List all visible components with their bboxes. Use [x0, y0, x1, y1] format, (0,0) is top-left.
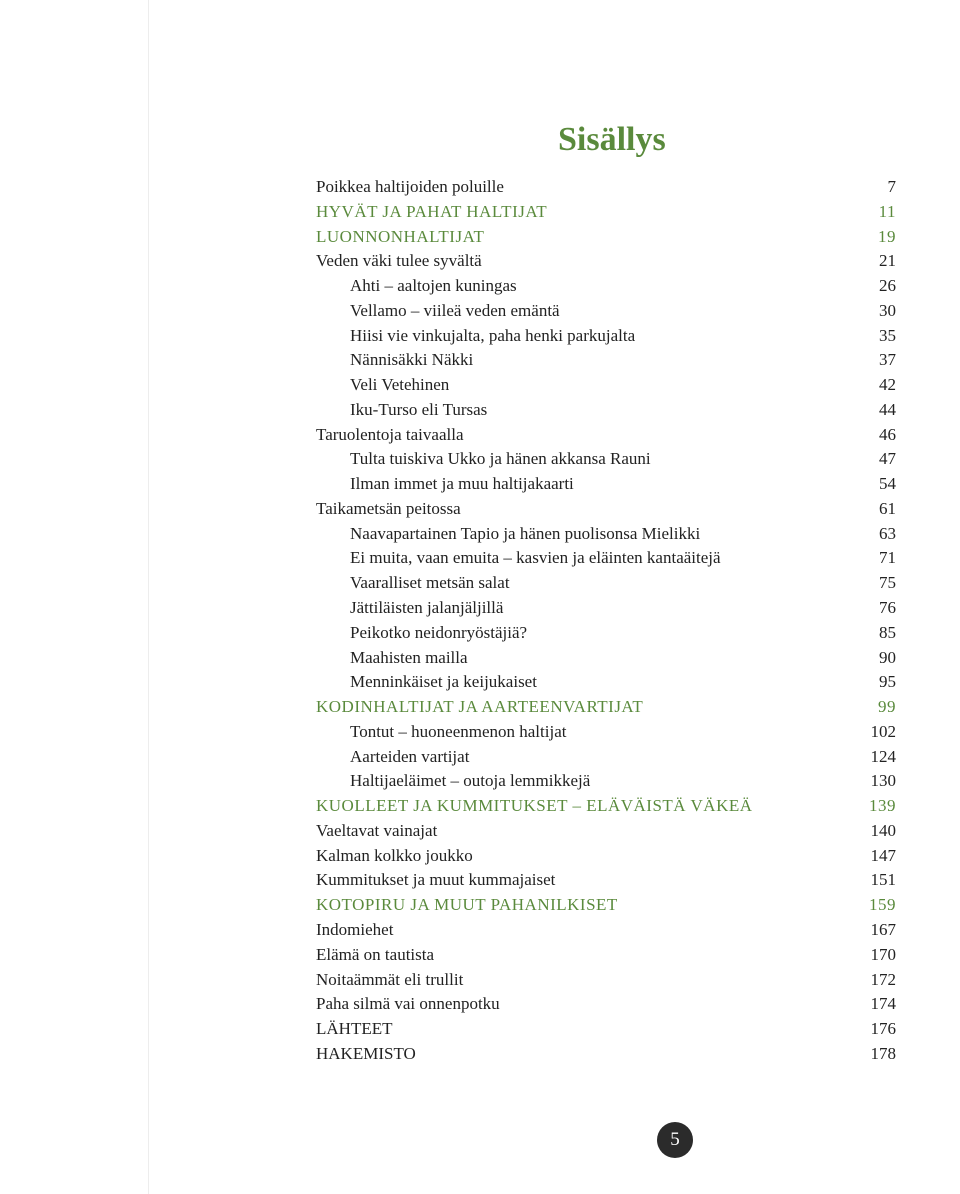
toc-entry: [316, 348, 896, 373]
toc-section-heading: [316, 695, 896, 720]
toc-entry-title: Poikkea haltijoiden poluille: [316, 177, 504, 196]
toc-entry: [316, 720, 896, 745]
toc-entry-title: HYVÄT JA PAHAT HALTIJAT: [316, 201, 548, 221]
toc-entry: [316, 571, 896, 596]
toc-entry: [316, 844, 896, 869]
toc-entry-page: 35: [879, 325, 896, 345]
toc-entry-page: 95: [879, 672, 896, 692]
page-title: Sisällys: [558, 120, 666, 158]
toc-entry: [316, 670, 896, 695]
toc-entry-title: KUOLLEET JA KUMMITUKSET – ELÄVÄISTÄ VÄKEÄ: [316, 796, 753, 816]
toc-entry-page: 37: [879, 350, 896, 370]
toc-entry-page: 47: [879, 449, 896, 469]
toc-entry-title: Maahisten mailla: [350, 647, 468, 667]
toc-entry-title: Elämä on tautista: [316, 944, 435, 964]
toc-entry: [316, 819, 896, 844]
toc-entry-title: Veli Vetehinen: [350, 375, 450, 395]
toc-entry: [316, 546, 896, 571]
toc-entry-title: Vaeltavat vainajat: [316, 820, 438, 840]
toc-entry-title: Jättiläisten jalanjäljillä: [350, 598, 504, 618]
toc-entry: [316, 249, 896, 274]
toc-entry-page: 46: [879, 424, 896, 444]
toc-entry-page: 71: [879, 548, 896, 568]
toc-entry-page: 139: [869, 796, 896, 816]
toc-entry: [316, 522, 896, 547]
toc-entry: [316, 868, 896, 893]
toc-entry-title: Menninkäiset ja keijukaiset: [350, 672, 537, 692]
toc-entry: [316, 1042, 896, 1067]
toc-entry: [316, 373, 896, 398]
toc-entry-page: 90: [879, 647, 896, 667]
toc-entry: [316, 497, 896, 522]
toc-entry-page: 21: [879, 251, 896, 271]
toc-entry-title: KODINHALTIJAT JA AARTEENVARTIJAT: [316, 697, 644, 717]
toc-entry: [316, 472, 896, 497]
toc-entry-page: 30: [879, 300, 896, 320]
toc-entry-page: 26: [879, 276, 896, 296]
toc-entry-page: 124: [870, 746, 896, 766]
toc-entry-page: 7: [887, 177, 896, 196]
table-of-contents: [316, 175, 896, 1067]
toc-entry-title: Hiisi vie vinkujalta, paha henki parkujalta: [350, 325, 636, 345]
page-number-badge: 5: [657, 1122, 693, 1158]
toc-entry-title: LUONNONHALTIJAT: [316, 226, 485, 246]
toc-entry: [316, 621, 896, 646]
toc-entry: [316, 274, 896, 299]
toc-entry-title: Iku-Turso eli Tursas: [350, 399, 488, 419]
toc-entry-page: 42: [879, 375, 896, 395]
toc-section-heading: [316, 225, 896, 250]
toc-entry-page: 174: [870, 994, 896, 1014]
page-margin-line: [148, 0, 149, 1194]
toc-entry: [316, 745, 896, 770]
toc-section-heading: [316, 200, 896, 225]
toc-entry-page: 140: [870, 820, 896, 840]
toc-entry: [316, 918, 896, 943]
toc-entry-page: 61: [879, 498, 896, 518]
toc-entry: [316, 423, 896, 448]
toc-entry-page: 54: [879, 474, 896, 494]
toc-entry-page: 159: [869, 895, 896, 915]
toc-entry: [316, 324, 896, 349]
toc-entry: [316, 596, 896, 621]
toc-entry-title: Nännisäkki Näkki: [350, 350, 474, 370]
toc-entry-title: Kalman kolkko joukko: [316, 845, 473, 865]
toc-entry-page: 172: [870, 969, 896, 989]
toc-entry-title: Paha silmä vai onnenpotku: [316, 994, 500, 1014]
toc-entry-title: Indomiehet: [316, 919, 394, 939]
toc-entry-page: 176: [870, 1019, 896, 1039]
toc-entry-page: 85: [879, 622, 896, 642]
toc-entry-title: KOTOPIRU JA MUUT PAHANILKISET: [316, 895, 618, 915]
toc-entry-title: Veden väki tulee syvältä: [316, 251, 482, 271]
toc-entry-page: 44: [879, 399, 896, 419]
toc-entry-page: 130: [870, 771, 896, 791]
toc-entry-page: 167: [870, 919, 896, 939]
toc-entry-title: Ei muita, vaan emuita – kasvien ja eläinten kantaäitejä: [350, 548, 721, 568]
toc-entry-title: Tulta tuiskiva Ukko ja hänen akkansa Rauni: [350, 449, 651, 469]
toc-entry-title: Vaaralliset metsän salat: [350, 573, 510, 593]
toc-entry-title: Kummitukset ja muut kummajaiset: [316, 870, 556, 890]
toc-entry-page: 11: [878, 201, 896, 221]
toc-entry-page: 63: [879, 523, 896, 543]
toc-entry-title: Vellamo – viileä veden emäntä: [350, 300, 560, 320]
toc-section-heading: [316, 794, 896, 819]
toc-entry-page: 178: [870, 1043, 896, 1063]
toc-entry: [316, 299, 896, 324]
toc-entry-page: 151: [870, 870, 896, 890]
toc-section-heading: [316, 893, 896, 918]
toc-entry-title: Noitaämmät eli trullit: [316, 969, 464, 989]
toc-entry-title: Taruolentoja taivaalla: [316, 424, 464, 444]
toc-entry-page: 170: [870, 944, 896, 964]
toc-entry-title: LÄHTEET: [316, 1019, 393, 1039]
toc-entry-title: Taikametsän peitossa: [316, 498, 461, 518]
toc-entry-title: HAKEMISTO: [316, 1043, 416, 1063]
toc-entry: [316, 968, 896, 993]
toc-entry: [316, 1017, 896, 1042]
toc-entry-page: 147: [870, 845, 896, 865]
toc-entry: [316, 943, 896, 968]
toc-entry: [316, 992, 896, 1017]
toc-entry-title: Tontut – huoneenmenon haltijat: [350, 721, 567, 741]
toc-entry-page: 99: [878, 697, 896, 717]
toc-entry: [316, 769, 896, 794]
toc-entry: [316, 175, 896, 200]
toc-entry-page: 102: [870, 721, 896, 741]
toc-entry-title: Haltijaeläimet – outoja lemmikkejä: [350, 771, 591, 791]
toc-entry-title: Aarteiden vartijat: [350, 746, 470, 766]
toc-entry-title: Ahti – aaltojen kuningas: [350, 276, 517, 296]
toc-entry: [316, 398, 896, 423]
toc-entry-title: Naavapartainen Tapio ja hänen puolisonsa Mielikki: [350, 523, 701, 543]
toc-entry-page: 75: [879, 573, 896, 593]
toc-entry-page: 76: [879, 598, 896, 618]
toc-entry-title: Ilman immet ja muu haltijakaarti: [350, 474, 574, 494]
toc-entry: [316, 447, 896, 472]
toc-entry-title: Peikotko neidonryöstäjiä?: [350, 622, 528, 642]
toc-entry-page: 19: [878, 226, 896, 246]
toc-entry: [316, 646, 896, 671]
